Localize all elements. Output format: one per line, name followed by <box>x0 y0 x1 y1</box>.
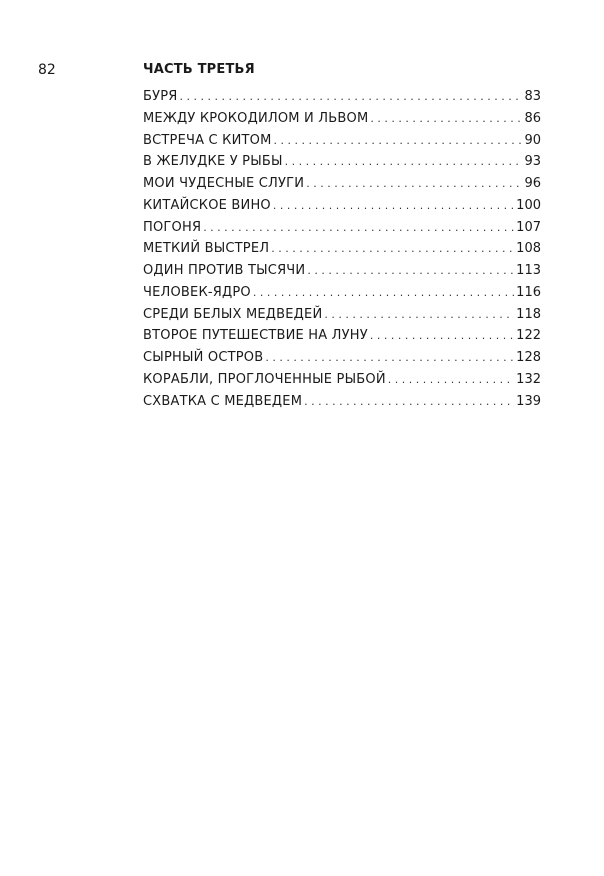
toc-entry-page: 122 <box>516 328 541 344</box>
toc-entry-title: МЕЖДУ КРОКОДИЛОМ И ЛЬВОМ <box>143 110 369 126</box>
toc-entry-page: 132 <box>516 371 541 387</box>
toc-entry-page: 116 <box>516 284 541 300</box>
toc-entry-title: ПОГОНЯ <box>143 219 202 235</box>
toc-entry <box>143 371 541 393</box>
toc-entry-page: 139 <box>516 393 541 409</box>
toc-entry <box>143 306 541 328</box>
toc-entry-page: 107 <box>516 219 541 235</box>
dot-leader <box>253 284 514 302</box>
dot-leader <box>370 327 514 345</box>
toc-entry-page: 93 <box>524 154 541 170</box>
toc-entry <box>143 327 541 349</box>
toc-entry-page: 108 <box>516 241 541 257</box>
toc-entry <box>143 393 541 415</box>
toc-entry <box>143 240 541 262</box>
dot-leader <box>304 393 514 411</box>
dot-leader <box>273 132 522 150</box>
toc-entry-page: 128 <box>516 350 541 365</box>
toc-entry <box>143 284 541 306</box>
dot-leader <box>388 371 514 389</box>
toc-entry-page: 96 <box>524 176 541 191</box>
toc-entry-page: 118 <box>516 306 541 322</box>
toc-entry-page: 90 <box>524 132 541 148</box>
toc-entry-title: ЧЕЛОВЕК-ЯДРО <box>143 284 251 300</box>
toc-entry-page: 113 <box>516 263 541 278</box>
toc-entry <box>143 132 541 154</box>
toc-entry-page: 83 <box>524 89 541 104</box>
dot-leader <box>324 306 514 324</box>
toc-entry <box>143 349 541 371</box>
toc-entry-title: В ЖЕЛУДКЕ У РЫБЫ <box>143 154 283 170</box>
toc-entry <box>143 110 541 132</box>
toc-entry-title: БУРЯ <box>143 89 178 104</box>
section-title: ЧАСТЬ ТРЕТЬЯ <box>143 62 255 77</box>
toc-entry-title: КИТАЙСКОЕ ВИНО <box>143 197 271 213</box>
dot-leader <box>271 240 514 258</box>
toc-entry-title: ОДИН ПРОТИВ ТЫСЯЧИ <box>143 263 306 278</box>
toc-entry-page: 100 <box>516 197 541 213</box>
dot-leader <box>370 110 522 128</box>
toc-entry-title: СРЕДИ БЕЛЫХ МЕДВЕДЕЙ <box>143 306 323 322</box>
toc-entry-title: КОРАБЛИ, ПРОГЛОЧЕННЫЕ РЫБОЙ <box>143 371 386 387</box>
toc-entry-title: ВСТРЕЧА С КИТОМ <box>143 132 272 148</box>
toc-entry-title: СХВАТКА С МЕДВЕДЕМ <box>143 393 303 409</box>
dot-leader <box>180 88 523 106</box>
dot-leader <box>203 219 514 237</box>
toc-entry-title: МОИ ЧУДЕСНЫЕ СЛУГИ <box>143 176 305 191</box>
toc-entry <box>143 262 541 284</box>
page-number: 82 <box>38 62 56 78</box>
toc-entry-title: СЫРНЫЙ ОСТРОВ <box>143 350 264 365</box>
toc-entry <box>143 88 541 110</box>
toc-entry-title: ВТОРОЕ ПУТЕШЕСТВИЕ НА ЛУНУ <box>143 328 368 344</box>
dot-leader <box>307 262 514 280</box>
toc-entry <box>143 197 541 219</box>
toc-entry-page: 86 <box>524 110 541 126</box>
toc-entry <box>143 153 541 175</box>
toc-entry <box>143 219 541 241</box>
toc-entry-title: МЕТКИЙ ВЫСТРЕЛ <box>143 241 270 257</box>
dot-leader <box>285 153 523 171</box>
dot-leader <box>306 175 522 193</box>
table-of-contents <box>143 88 541 414</box>
dot-leader <box>273 197 514 215</box>
toc-entry <box>143 175 541 197</box>
dot-leader <box>265 349 514 367</box>
